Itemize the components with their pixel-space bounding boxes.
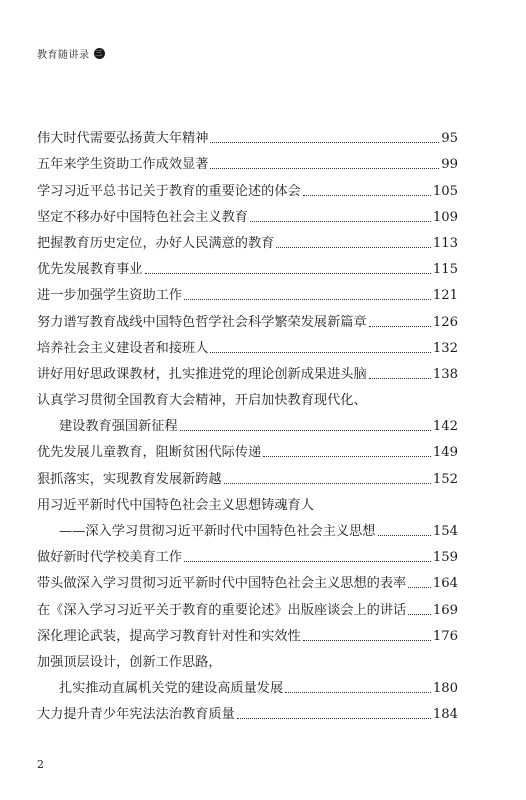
toc-entry[interactable]: [37, 697, 458, 723]
dot-leader: [145, 273, 431, 274]
running-header: [37, 46, 105, 61]
toc-entry-page: 142: [432, 419, 458, 435]
table-of-contents: [37, 121, 458, 723]
toc-entry[interactable]: [37, 566, 458, 592]
dot-leader: [303, 195, 431, 196]
toc-entry-title: 培养社会主义建设者和接班人: [37, 340, 209, 356]
dot-leader: [210, 168, 439, 169]
toc-entry[interactable]: [37, 461, 458, 487]
dot-leader: [303, 640, 431, 641]
dot-leader: [237, 718, 431, 719]
toc-entry[interactable]: [37, 540, 458, 566]
toc-entry-page: 132: [432, 340, 458, 356]
toc-entry-title: 认真学习贯彻全国教育大会精神，开启加快教育现代化、: [37, 393, 367, 409]
toc-entry-title: 深化理论武装，提高学习教育针对性和实效性: [37, 628, 301, 644]
toc-entry[interactable]: [37, 252, 458, 278]
dot-leader: [369, 378, 431, 379]
toc-entry-page: 113: [432, 235, 458, 251]
toc-entry-page: 184: [432, 707, 458, 723]
dot-leader: [210, 142, 439, 143]
volume-badge: 三: [95, 49, 103, 57]
toc-entry-page: 152: [432, 471, 458, 487]
toc-entry-title: 扎实推动直属机关党的建设高质量发展: [59, 681, 284, 697]
dot-leader: [210, 352, 430, 353]
toc-entry-page: 115: [432, 262, 458, 278]
toc-entry-title: 优先发展儿童教育，阻断贫困代际传递: [37, 445, 262, 461]
toc-entry-page: 180: [432, 681, 458, 697]
toc-entry[interactable]: [37, 383, 458, 409]
dot-leader: [184, 561, 431, 562]
dot-leader: [224, 483, 431, 484]
toc-entry-page: 95: [441, 131, 458, 147]
toc-entry[interactable]: [37, 435, 458, 461]
toc-entry[interactable]: [37, 200, 458, 226]
toc-entry-page: 99: [441, 157, 458, 173]
dot-leader: [378, 535, 431, 536]
toc-entry[interactable]: [37, 409, 458, 435]
toc-entry[interactable]: [37, 147, 458, 173]
toc-entry-title: 带头做深入学习贯彻习近平新时代中国特色社会主义思想的表率: [37, 576, 407, 592]
dot-leader: [276, 247, 430, 248]
toc-entry-title: 用习近平新时代中国特色社会主义思想铸魂育人: [37, 497, 314, 513]
dot-leader: [184, 299, 431, 300]
toc-entry-title: ——深入学习贯彻习近平新时代中国特色社会主义思想: [59, 524, 376, 539]
toc-entry-title: 建设教育强国新征程: [59, 419, 178, 435]
toc-entry-title: 在《深入学习习近平关于教育的重要论述》出版座谈会上的讲话: [37, 602, 407, 618]
toc-entry-title: 伟大时代需要弘扬黄大年精神: [37, 131, 209, 147]
toc-entry-title: 大力提升青少年宪法法治教育质量: [37, 707, 235, 723]
toc-entry[interactable]: [37, 304, 458, 330]
toc-entry[interactable]: [37, 357, 458, 383]
toc-entry-page: 159: [432, 550, 458, 566]
toc-entry-title: 做好新时代学校美育工作: [37, 550, 183, 566]
toc-entry-page: 138: [432, 366, 458, 382]
toc-entry[interactable]: [37, 121, 458, 147]
toc-entry-page: 154: [432, 524, 458, 539]
dot-leader: [180, 430, 431, 431]
dot-leader: [408, 614, 431, 615]
toc-entry[interactable]: [37, 514, 458, 540]
toc-entry-page: 105: [432, 183, 458, 199]
toc-entry-title: 努力谱写教育战线中国特色哲学社会科学繁荣发展新篇章: [37, 314, 367, 330]
toc-entry-title: 讲好用好思政课教材，扎实推进党的理论创新成果进头脑: [37, 366, 367, 382]
dot-leader: [369, 326, 431, 327]
book-title: 教育随讲录: [37, 50, 90, 61]
toc-entry[interactable]: [37, 278, 458, 304]
toc-entry[interactable]: [37, 331, 458, 357]
toc-entry-page: 164: [432, 576, 458, 592]
toc-entry[interactable]: [37, 645, 458, 671]
toc-entry-page: 149: [432, 445, 458, 461]
toc-entry-page: 169: [432, 602, 458, 618]
toc-entry-page: 121: [432, 288, 458, 304]
toc-entry-page: 109: [432, 209, 458, 225]
toc-entry[interactable]: [37, 226, 458, 252]
toc-entry[interactable]: [37, 671, 458, 697]
page-number: 2: [37, 758, 44, 771]
toc-entry[interactable]: [37, 488, 458, 514]
dot-leader: [263, 456, 431, 457]
toc-entry-title: 五年来学生资助工作成效显著: [37, 157, 209, 173]
toc-entry-title: 学习习近平总书记关于教育的重要论述的体会: [37, 183, 301, 199]
toc-entry-title: 坚定不移办好中国特色社会主义教育: [37, 209, 248, 225]
toc-entry[interactable]: [37, 592, 458, 618]
toc-entry-page: 126: [432, 314, 458, 330]
toc-entry-title: 狠抓落实，实现教育发展新跨越: [37, 471, 222, 487]
toc-entry-title: 进一步加强学生资助工作: [37, 288, 183, 304]
toc-entry-title: 把握教育历史定位，办好人民满意的教育: [37, 235, 275, 251]
dot-leader: [250, 221, 431, 222]
toc-entry[interactable]: [37, 173, 458, 199]
toc-entry-title: 优先发展教育事业: [37, 262, 143, 278]
toc-entry-title: 加强顶层设计，创新工作思路，: [37, 654, 222, 670]
dot-leader: [285, 692, 431, 693]
toc-entry[interactable]: [37, 619, 458, 645]
toc-entry-page: 176: [432, 628, 458, 644]
dot-leader: [408, 587, 431, 588]
